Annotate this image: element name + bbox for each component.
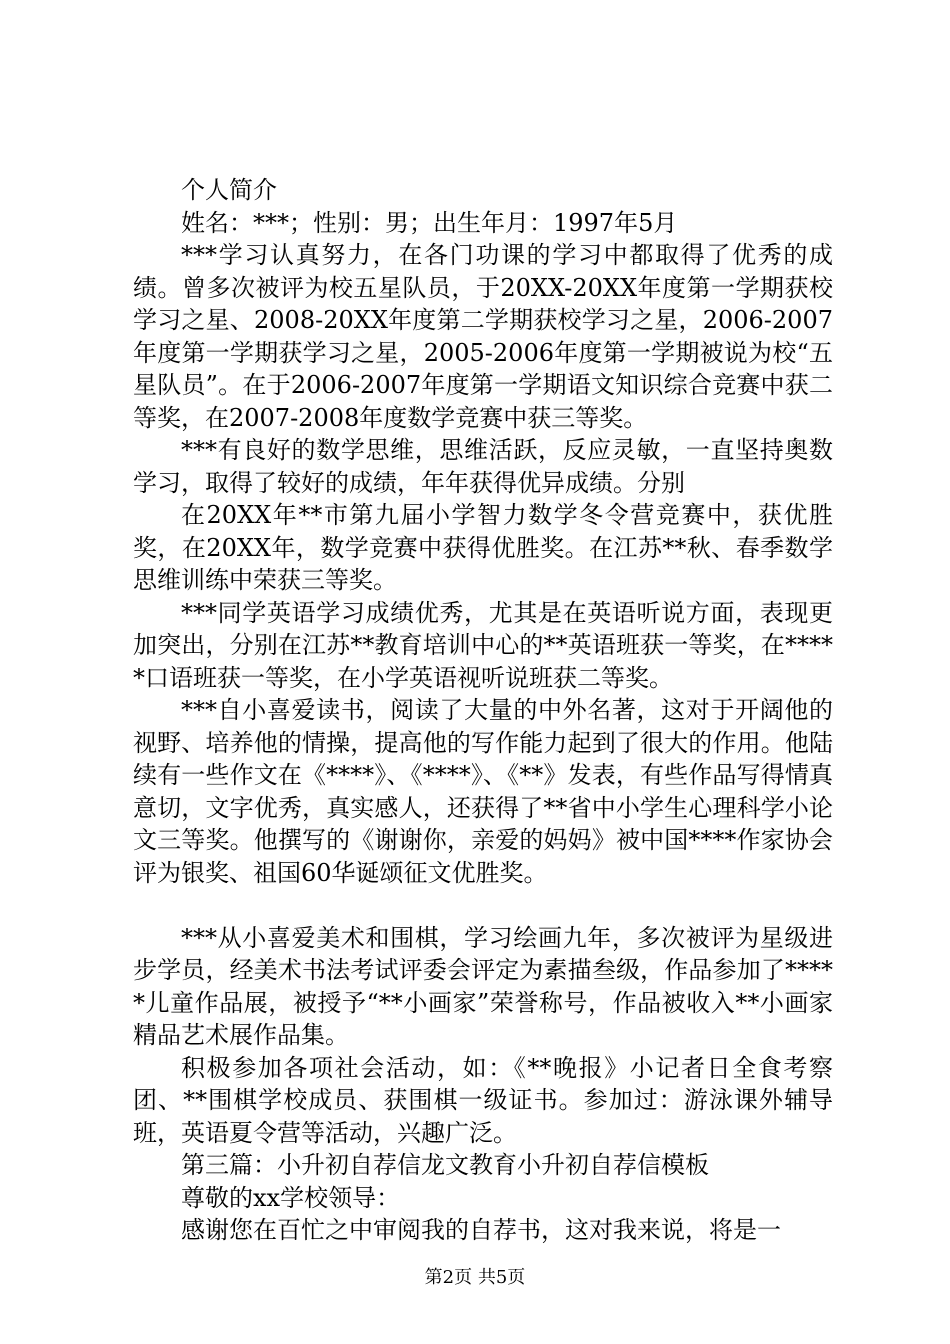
basic-info-line: 姓名：***；性别：男；出生年月：1997年5月 [181,208,678,237]
chapter-heading: 第三篇：小升初自荐信龙文教育小升初自荐信模板 [181,1151,709,1179]
paragraph-english: ***同学英语学习成绩优秀，尤其是在英语听说方面，表现更加突出，分别在江苏**教育培训中心的**英语班获一等奖，在*****口语班获一等奖，在小学英语视听说班获二等奖。 [133,598,833,692]
paragraph-letter-opening: 感谢您在百忙之中审阅我的自荐书，这对我来说，将是一 [181,1216,781,1244]
paragraph-activities: 积极参加各项社会活动，如：《**晚报》小记者日全食考察团、**围棋学校成员、获围棋一级证书。参加过：游泳课外辅导班，英语夏令营等活动，兴趣广泛。 [133,1053,833,1147]
paragraph-reading: ***自小喜爱读书，阅读了大量的中外名著，这对于开阔他的视野、培养他的情操，提高他的写作能力起到了很大的作用。他陆续有一些作文在《****》、《****》、《**》发表，有些作品写得情真意切，文字优秀，真实感人，还获得了**省中小学生心理科学小论文三等奖。他撰写的《谢谢你，亲爱的妈妈》被中国****作家协会评为银奖、祖国60华诞颂征文优胜奖。 [133,696,833,887]
document-body [133,174,833,1247]
paragraph-study: ***学习认真努力，在各门功课的学习中都取得了优秀的成绩。曾多次被评为校五星队员，于20XX-20XX年度第一学期获校学习之星、2008-20XX年度第二学期获校学习之星，2006-2007年度第一学期获学习之星，2005-2006年度第一学期被说为校“五星队员”。在于2006-2007年度第一学期语文知识综合竞赛中获二等奖，在2007-2008年度数学竞赛中获三等奖。 [133,241,833,432]
paragraph-gap [133,889,833,922]
paragraph-art: ***从小喜爱美术和围棋，学习绘画九年，多次被评为星级进步学员，经美术书法考试评委会评定为素描叁级，作品参加了*****儿童作品展，被授予“**小画家”荣誉称号，作品被收入**小画家精品艺术展作品集。 [133,923,833,1049]
section-title: 个人简介 [181,176,277,204]
page-number-footer: 第2页 共5页 [424,1267,526,1288]
paragraph-math-awards: 在20XX年**市第九届小学智力数学冬令营竞赛中，获优胜奖，在20XX年，数学竞赛中获得优胜奖。在江苏**秋、春季数学思维训练中荣获三等奖。 [133,501,833,594]
salutation: 尊敬的xx学校领导： [181,1183,401,1212]
paragraph-math: ***有良好的数学思维，思维活跃，反应灵敏，一直坚持奥数学习，取得了较好的成绩，年年获得优异成绩。分别 [133,436,833,497]
